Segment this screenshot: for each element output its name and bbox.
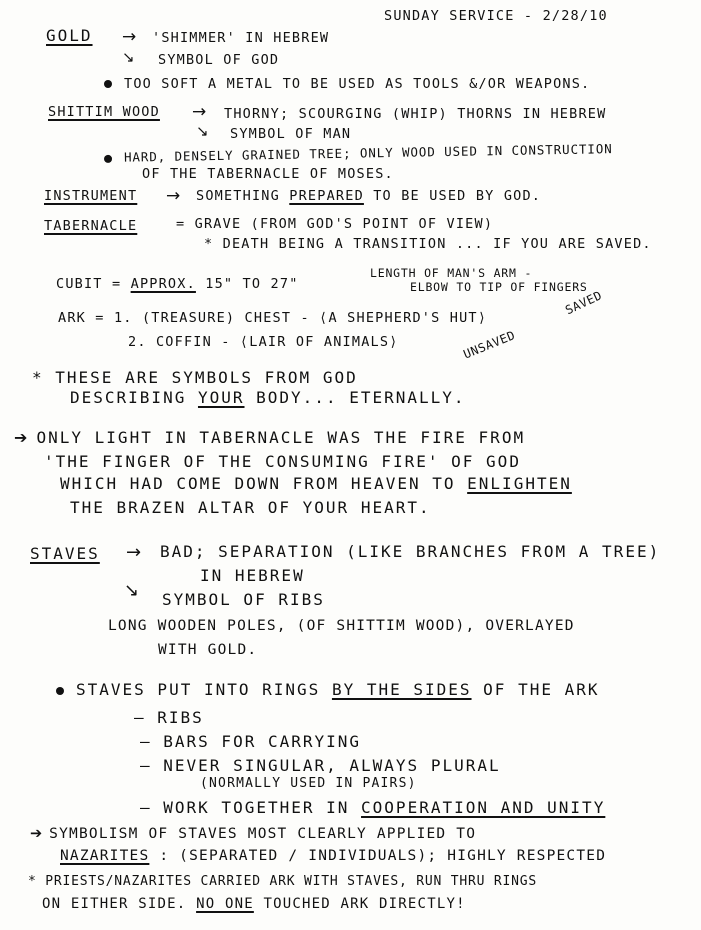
bullet-icon [104, 154, 112, 162]
staves-line-4: WITH GOLD. [158, 642, 258, 658]
closing-line-4 [42, 896, 466, 912]
symbols-pre: DESCRIBING [70, 388, 187, 407]
arrow-icon: ↘ [124, 580, 141, 601]
cubit-key: APPROX. [130, 276, 196, 292]
instrument-definition [196, 188, 541, 204]
staves-bullet [56, 680, 600, 699]
symbols-post: BODY... ETERNALLY. [256, 388, 466, 407]
staves-dash-3 [140, 756, 501, 775]
staves-dash-3-text: NEVER SINGULAR, ALWAYS PLURAL [163, 756, 501, 775]
staves-dash-1-text: RIBS [157, 708, 204, 727]
shittim-line-2: SYMBOL OF MAN [230, 126, 352, 142]
gold-bullet-text: TOO SOFT A METAL TO BE USED AS TOOLS &/OR WEAPONS. [124, 76, 591, 92]
term-tabernacle: TABERNACLE [44, 218, 138, 234]
cubit-line [56, 276, 299, 292]
staves-line-1b: IN HEBREW [200, 566, 305, 585]
term-shittim-wood: SHITTIM WOOD [48, 104, 160, 120]
dash-icon: — [140, 756, 164, 775]
closing-nazarites: NAZARITES [60, 848, 150, 864]
shittim-bullet-cont: OF THE TABERNACLE OF MOSES. [142, 166, 394, 182]
term-gold: GOLD [46, 26, 93, 45]
tabernacle-definition: = GRAVE (FROM GOD'S POINT OF VIEW) [176, 216, 494, 232]
arrow-icon: ↘ [196, 122, 210, 140]
instrument-post: TO BE USED BY GOD. [373, 188, 542, 204]
staves-line-3: LONG WOODEN POLES, (OF SHITTIM WOOD), OVERLAYED [108, 618, 575, 634]
tabernacle-note: * DEATH BEING A TRANSITION ... IF YOU ARE SAVED. [204, 236, 652, 252]
ark-line-2: 2. COFFIN - ⟨LAIR OF ANIMALS⟩ [128, 334, 399, 350]
arrow-icon: → [122, 27, 138, 47]
staves-dash-4-key: COOPERATION AND UNITY [361, 798, 606, 817]
light-line-4: THE BRAZEN ALTAR OF YOUR HEART. [70, 498, 431, 517]
staves-dash-4-pre: WORK TOGETHER IN [163, 798, 350, 817]
light-line-2: 'THE FINGER OF THE CONSUMING FIRE' OF GOD [44, 452, 521, 471]
header-date: SUNDAY SERVICE - 2/28/10 [384, 8, 608, 24]
light-line-3-pre: WHICH HAD COME DOWN FROM HEAVEN TO [60, 474, 456, 493]
staves-dash-2-text: BARS FOR CARRYING [163, 732, 362, 751]
ark-unsaved-label: UNSAVED [461, 327, 518, 362]
staves-bullet-post: OF THE ARK [483, 680, 600, 699]
cubit-post: 15" TO 27" [205, 276, 299, 292]
term-staves: STAVES [30, 544, 100, 563]
arrow-icon: ➔ [30, 826, 50, 842]
staves-bullet-pre: STAVES PUT INTO RINGS [76, 680, 321, 699]
symbols-line-2 [70, 388, 466, 407]
arrow-icon: → [192, 102, 208, 122]
arrow-icon: → [166, 186, 182, 206]
closing-line-4-pre: ON EITHER SIDE. [42, 896, 187, 912]
light-line-1 [14, 428, 525, 447]
dash-icon: — [140, 798, 164, 817]
closing-line-2-text: : (SEPARATED / INDIVIDUALS); HIGHLY RESPECTED [159, 848, 607, 864]
instrument-pre: SOMETHING [196, 188, 280, 204]
staves-dash-4 [140, 798, 605, 817]
staves-dash-3b: (NORMALLY USED IN PAIRS) [200, 776, 417, 791]
gold-line-2: SYMBOL OF GOD [158, 52, 280, 68]
closing-line-3: * PRIESTS/NAZARITES CARRIED ARK WITH STAVES, RUN THRU RINGS [28, 874, 537, 889]
bullet-icon [56, 687, 64, 695]
staves-line-2: SYMBOL OF RIBS [162, 590, 325, 609]
light-line-3-key: ENLIGHTEN [467, 474, 572, 493]
closing-line-4-post: TOUCHED ARK DIRECTLY! [263, 896, 466, 912]
staves-bullet-key: BY THE SIDES [331, 680, 472, 699]
symbols-key: YOUR [197, 388, 245, 407]
arrow-icon: ↘ [122, 48, 136, 66]
cubit-note-1: LENGTH OF MAN'S ARM - [370, 266, 533, 280]
staves-line-1: BAD; SEPARATION (LIKE BRANCHES FROM A TREE) [160, 542, 661, 561]
arrow-icon: ➔ [14, 428, 37, 447]
dash-icon: — [140, 732, 164, 751]
closing-line-2 [60, 848, 606, 864]
shittim-line-1: THORNY; SCOURGING (WHIP) THORNS IN HEBREW [224, 106, 607, 122]
instrument-key: PREPARED [289, 188, 364, 204]
light-line-3 [60, 474, 572, 493]
shittim-bullet-text: HARD, DENSELY GRAINED TREE; ONLY WOOD USED IN CONSTRUCTION [123, 141, 613, 165]
closing-line-1-text: SYMBOLISM OF STAVES MOST CLEARLY APPLIED TO [49, 826, 477, 842]
closing-line-4-key: NO ONE [196, 896, 254, 912]
cubit-note-2: ELBOW TO TIP OF FINGERS [410, 280, 588, 294]
ark-line-1: ARK = 1. (TREASURE) CHEST - ⟨A SHEPHERD'S HUT⟩ [58, 310, 488, 326]
closing-line-1 [30, 826, 476, 842]
light-line-1-text: ONLY LIGHT IN TABERNACLE WAS THE FIRE FROM [36, 428, 526, 447]
term-instrument: INSTRUMENT [44, 188, 138, 204]
gold-line-1: 'SHIMMER' IN HEBREW [152, 30, 330, 46]
arrow-icon: → [126, 542, 143, 563]
staves-dash-2 [140, 732, 361, 751]
shittim-bullet [104, 141, 613, 165]
staves-dash-1 [134, 708, 204, 727]
ark-saved-label: SAVED [563, 288, 605, 318]
dash-icon: — [134, 708, 158, 727]
cubit-pre: CUBIT = [56, 276, 122, 292]
symbols-line-1: * THESE ARE SYMBOLS FROM GOD [32, 368, 358, 387]
bullet-icon [104, 80, 112, 88]
gold-bullet [104, 76, 590, 92]
